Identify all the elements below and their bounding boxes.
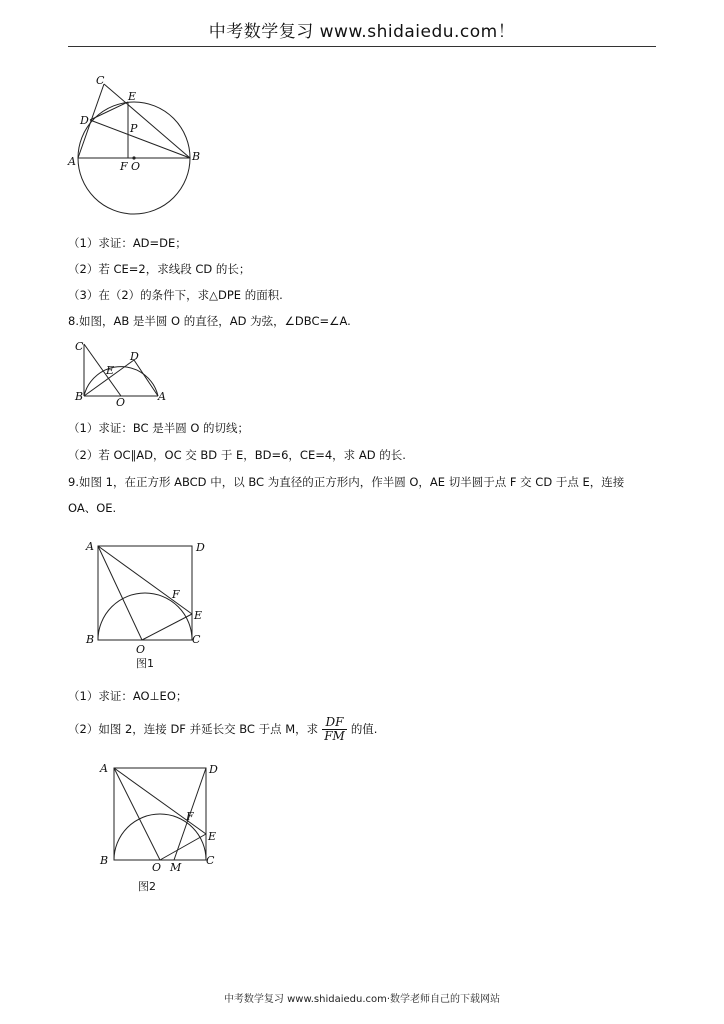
label-o: O	[152, 861, 162, 874]
figure-problem9-1-svg	[84, 536, 214, 674]
problem9-q2-before: （2）如图 2，连接 DF 并延长交 BC 于点 M，求	[68, 722, 319, 736]
label-o: O	[131, 160, 141, 173]
segment-ad	[134, 360, 158, 396]
label-c: C	[206, 854, 215, 867]
label-f: F	[172, 588, 180, 601]
figure-problem7-svg	[66, 72, 206, 217]
label-d: D	[196, 541, 205, 554]
figure-problem9-2	[98, 758, 228, 896]
fraction-numerator: DF	[322, 716, 347, 730]
figure2-caption: 图2	[138, 880, 156, 893]
semicircle-o	[84, 367, 158, 396]
segment-co	[84, 344, 121, 396]
label-o: O	[116, 396, 126, 409]
label-a: A	[100, 762, 108, 775]
problem8-q2: （2）若 OC∥AD，OC 交 BD 于 E，BD=6，CE=4，求 AD 的长.	[68, 448, 406, 462]
footer-text: 中考数学复习 www.shidaiedu.com·数学老师自己的下载网站	[223, 994, 501, 1005]
label-f: F	[186, 810, 194, 823]
problem9-q2-after: 的值.	[350, 722, 378, 736]
problem9-statement-line1: 9.如图 1，在正方形 ABCD 中，以 BC 为直径的正方形内，作半圆 O，AE 切半圆于点 F 交 CD 于点 E，连接	[68, 475, 625, 489]
problem8-q1: （1）求证：BC 是半圆 O 的切线；	[68, 421, 250, 435]
label-e: E	[194, 609, 203, 622]
label-c: C	[192, 633, 201, 646]
label-a: A	[86, 540, 94, 553]
problem7-q3: （3）在（2）的条件下，求△DPE 的面积.	[68, 288, 283, 302]
problem7-q2: （2）若 CE=2，求线段 CD 的长；	[68, 262, 251, 276]
label-c: C	[75, 340, 84, 353]
fraction-df-fm	[322, 716, 347, 743]
problem8-statement: 8.如图，AB 是半圆 O 的直径，AD 为弦，∠DBC=∠A.	[68, 314, 351, 328]
label-b: B	[100, 854, 109, 867]
label-a: A	[158, 390, 166, 403]
segment-oe	[142, 614, 192, 640]
label-o: O	[136, 643, 146, 656]
problem7-q1: （1）求证：AD=DE；	[68, 236, 187, 250]
figure-problem9-1	[84, 536, 214, 674]
label-m: M	[170, 861, 182, 874]
segment-ae	[98, 546, 192, 614]
figure-problem8	[74, 338, 174, 410]
segment-oe	[160, 834, 206, 860]
fraction-denominator: FM	[324, 729, 345, 743]
segment-db	[90, 120, 190, 158]
header-title: 中考数学复习 www.shidaiedu.com！	[208, 22, 516, 42]
label-c: C	[96, 74, 105, 87]
label-f: F	[120, 160, 128, 173]
page-header	[68, 18, 656, 47]
label-e: E	[106, 364, 115, 377]
label-b: B	[86, 633, 95, 646]
problem9-q2	[68, 714, 377, 744]
page-footer	[0, 990, 724, 1005]
figure-problem9-2-svg	[98, 758, 228, 896]
segment-ao	[98, 546, 142, 640]
problem9-statement-line2: OA、OE.	[68, 501, 117, 515]
label-b: B	[192, 150, 201, 163]
figure1-caption: 图1	[136, 657, 154, 670]
label-e: E	[128, 90, 137, 103]
figure-problem7	[66, 72, 206, 217]
label-d: D	[209, 763, 218, 776]
label-e: E	[208, 830, 217, 843]
label-d: D	[80, 114, 89, 127]
segment-de	[90, 102, 128, 120]
segment-ae	[114, 768, 206, 834]
figure-problem8-svg	[74, 338, 174, 410]
label-d: D	[130, 350, 139, 363]
label-p: P	[130, 122, 138, 135]
segment-cb	[104, 84, 190, 158]
problem9-q1: （1）求证：AO⊥EO；	[68, 689, 188, 703]
label-a: A	[68, 155, 76, 168]
label-b: B	[75, 390, 84, 403]
